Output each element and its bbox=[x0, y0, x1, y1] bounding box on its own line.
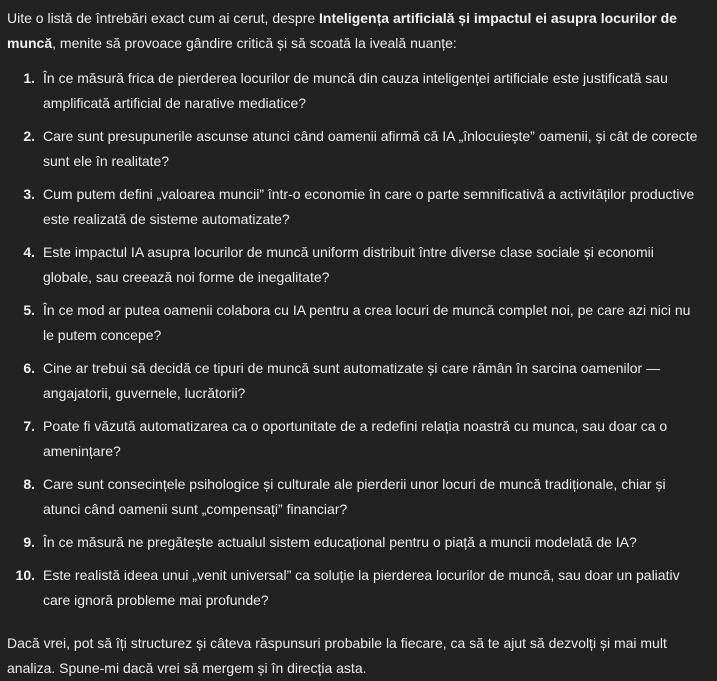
list-item bbox=[7, 66, 703, 116]
list-item-text: Cum putem defini „valoarea muncii” într-o economie în care o parte semnificativă a activităților productive este realizată de sisteme automatizate? bbox=[43, 186, 695, 227]
questions-list bbox=[7, 66, 703, 613]
list-item-text: Este impactul IA asupra locurilor de muncă uniform distribuit între diverse clase sociale și economii globale, sau creează noi forme de inegalitate? bbox=[43, 244, 654, 285]
intro-topic-bold: Inteligența artificială și impactul ei asupra locurilor de muncă bbox=[7, 10, 677, 51]
intro-paragraph bbox=[7, 6, 703, 56]
list-item bbox=[7, 530, 703, 555]
list-item-text: Este realistă ideea unui „venit universal” ca soluție la pierderea locurilor de muncă, sau doar un paliativ care ignoră probleme mai profunde? bbox=[43, 567, 680, 608]
list-item-text: Cine ar trebui să decidă ce tipuri de muncă sunt automatizate și care rămân în sarcina oamenilor — angajatorii, guvernele, lucrătorii? bbox=[43, 360, 661, 401]
list-item-number: 8. bbox=[23, 476, 35, 492]
list-item-text: În ce măsură frica de pierderea locurilor de muncă din cauza inteligenței artificiale este justificată sau amplificată artificial de narative mediatice? bbox=[43, 70, 668, 111]
list-item-number: 4. bbox=[23, 244, 35, 260]
intro-text-start: Uite o listă de întrebări exact cum ai cerut, despre bbox=[7, 10, 320, 26]
list-item-text: Poate fi văzută automatizarea ca o oportunitate de a redefini relația noastră cu munca, sau doar ca o amenințare? bbox=[43, 418, 668, 459]
list-item-number: 2. bbox=[23, 128, 35, 144]
list-item-number: 10. bbox=[15, 567, 35, 583]
intro-text-end: , menite să provoace gândire critică și să scoată la iveală nuanțe: bbox=[52, 35, 457, 51]
list-item-text: Care sunt consecințele psihologice și culturale ale pierderii unor locuri de muncă tradiționale, chiar și atunci când oamenii sunt „compensați” financiar? bbox=[43, 476, 666, 517]
list-item bbox=[7, 414, 703, 464]
list-item-text: Care sunt presupunerile ascunse atunci când oamenii afirmă că IA „înlocuiește” oamenii, și cât de corecte sunt ele în realitate? bbox=[43, 128, 698, 169]
list-item-number: 7. bbox=[23, 418, 35, 434]
list-item bbox=[7, 240, 703, 290]
list-item bbox=[7, 182, 703, 232]
list-item-number: 9. bbox=[23, 534, 35, 550]
list-item-text: În ce mod ar putea oamenii colabora cu IA pentru a crea locuri de muncă complet noi, pe care azi nici nu le putem concepe? bbox=[43, 302, 691, 343]
list-item bbox=[7, 298, 703, 348]
list-item-number: 1. bbox=[23, 70, 35, 86]
list-item bbox=[7, 356, 703, 406]
list-item bbox=[7, 563, 703, 613]
list-item-text: În ce măsură ne pregătește actualul sistem educațional pentru o piață a muncii modelată de IA? bbox=[43, 534, 637, 550]
list-item bbox=[7, 472, 703, 522]
outro-paragraph: Dacă vrei, pot să îți structurez și câteva răspunsuri probabile la fiecare, ca să te ajut să dezvolți și mai mult analiza. Spune-mi dacă vrei să mergem și în direcția asta. bbox=[7, 635, 667, 676]
list-item bbox=[7, 124, 703, 174]
list-item-number: 5. bbox=[23, 302, 35, 318]
list-item-number: 6. bbox=[23, 360, 35, 376]
list-item-number: 3. bbox=[23, 186, 35, 202]
